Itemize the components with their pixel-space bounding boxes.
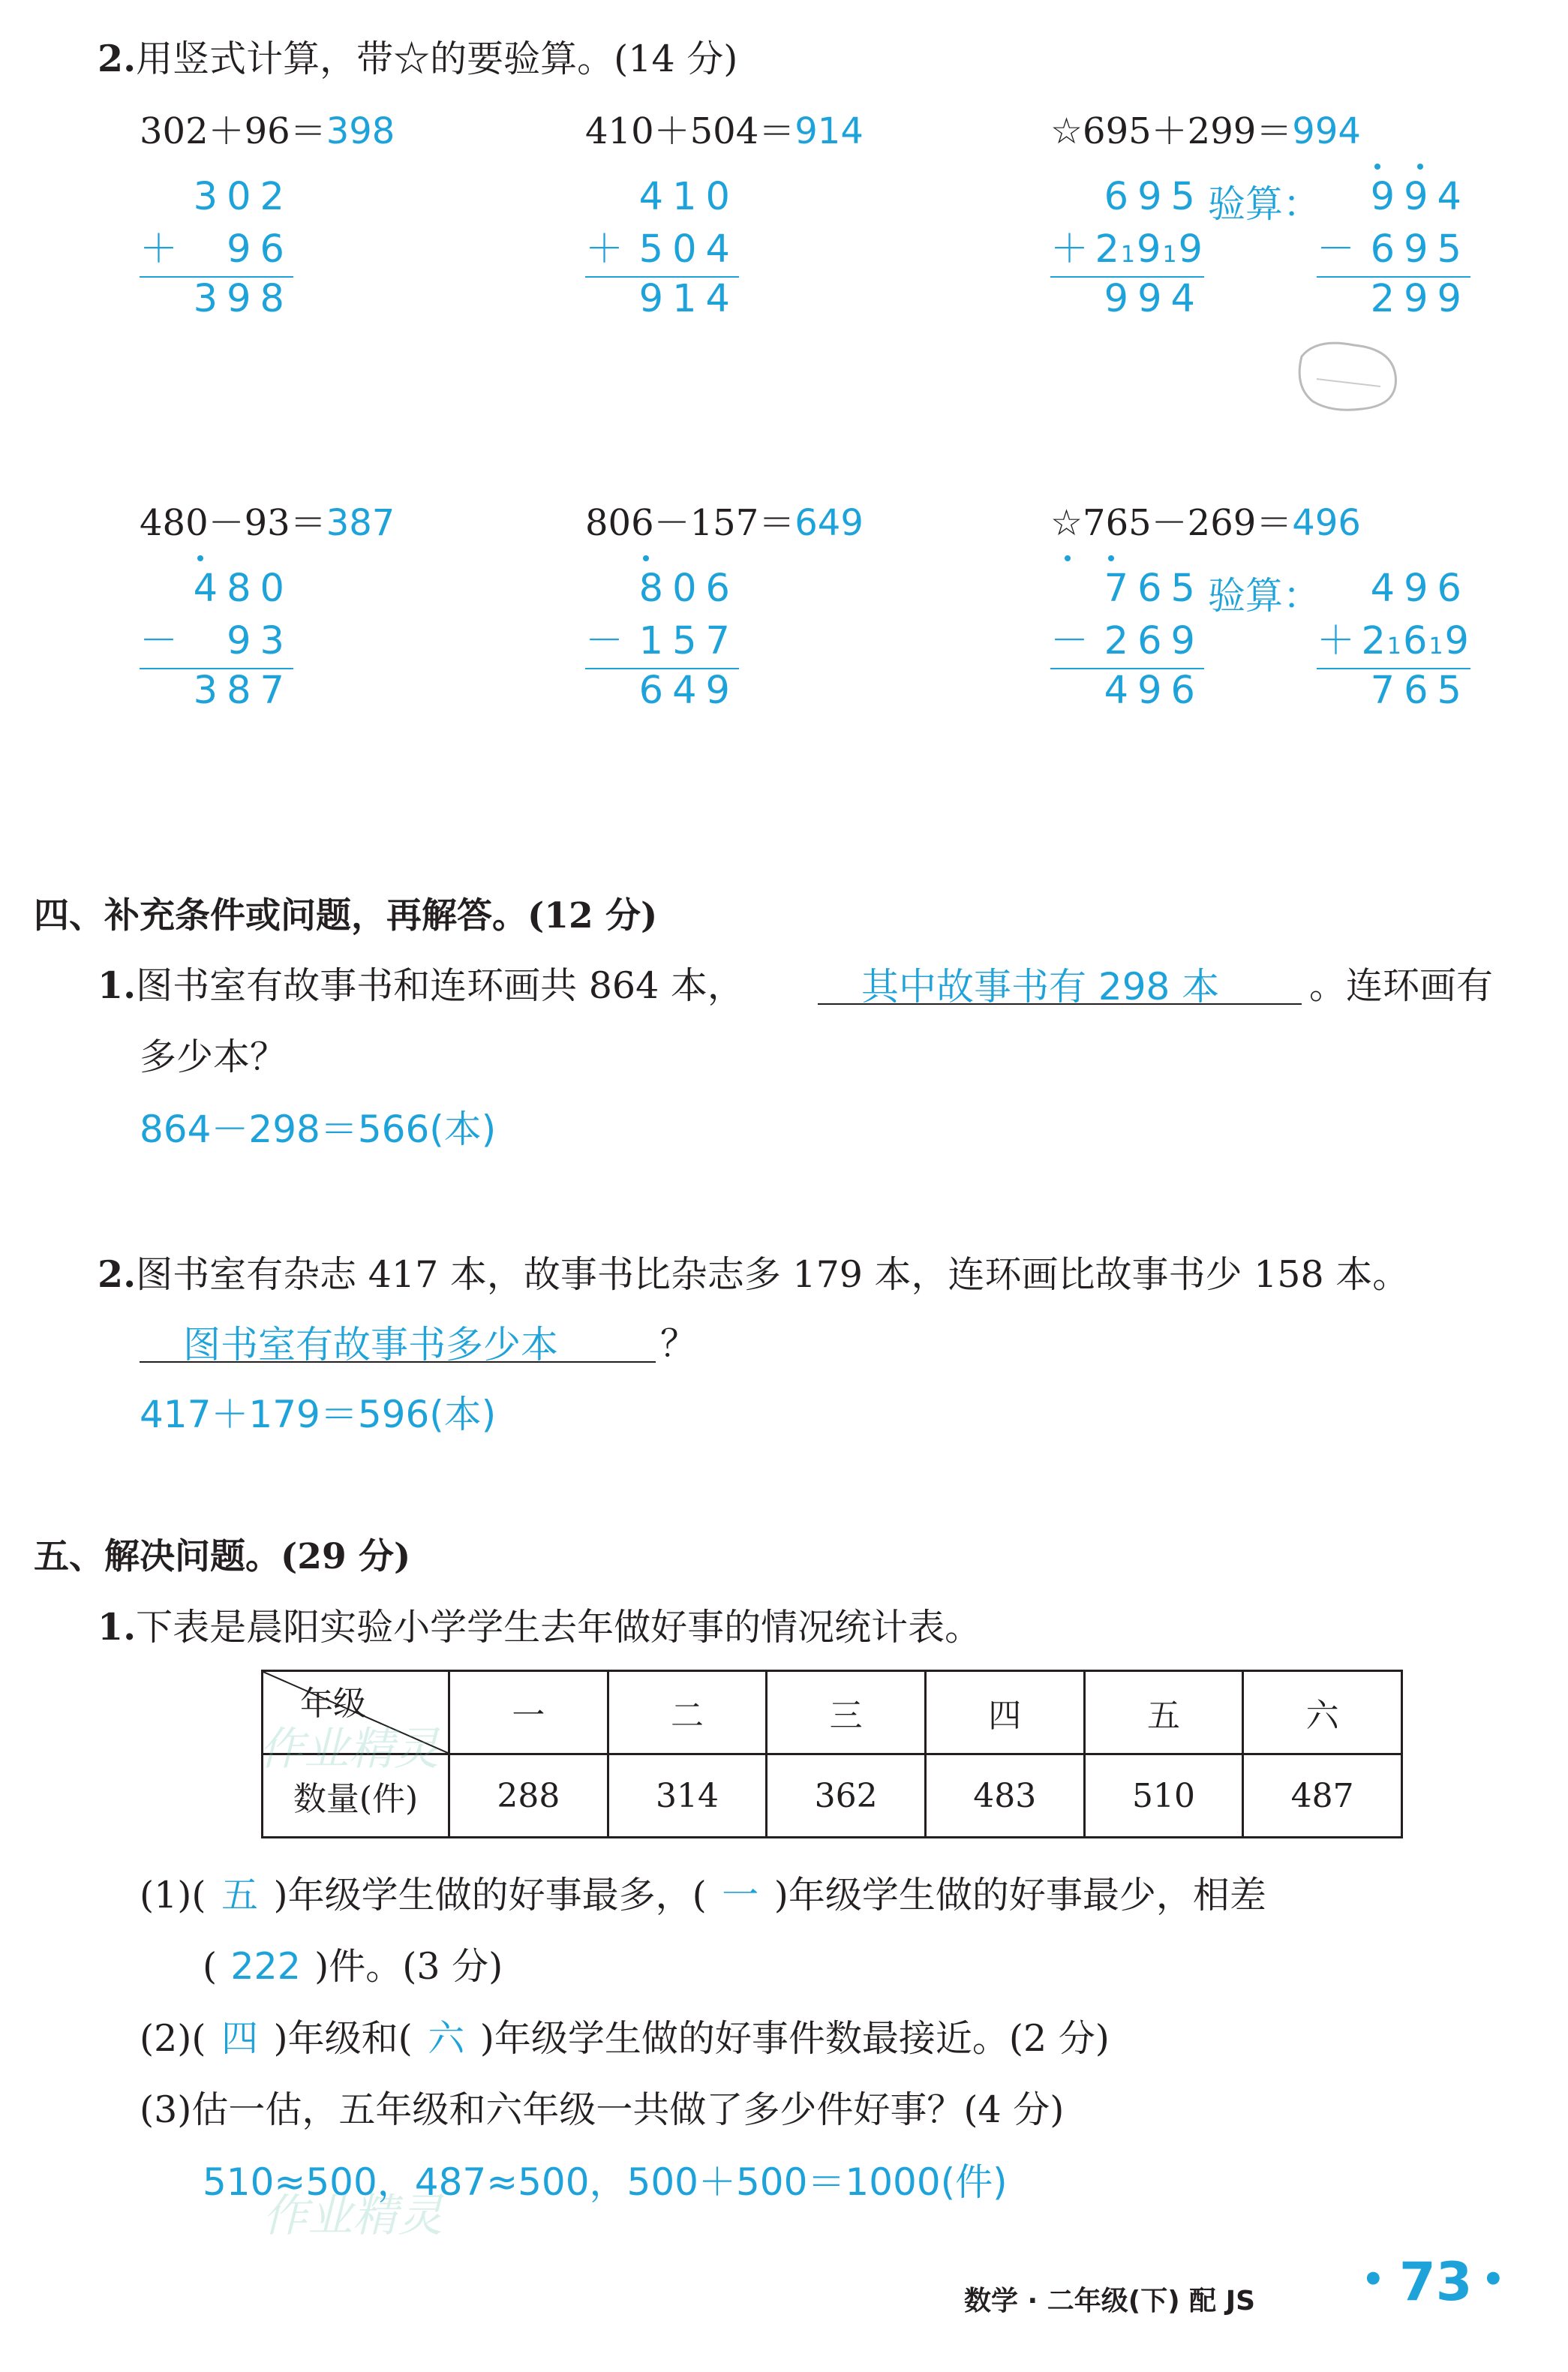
s4-p1-tail: 。连环画有 xyxy=(1309,964,1494,1007)
q2-title xyxy=(98,30,737,83)
vertical-calc-1: 302 ＋ 96 398 xyxy=(140,175,293,321)
problem-1-expr: 302＋96＝398 xyxy=(140,110,395,152)
problem-3-expr: ☆695＋299＝994 xyxy=(1050,110,1361,152)
s4-p1-solution: 864－298＝566(本) xyxy=(140,1108,497,1151)
count-cell: 483 xyxy=(925,1754,1084,1838)
problem-4-answer: 387 xyxy=(326,502,395,544)
grade-cell: 一 xyxy=(449,1671,608,1754)
s4-p2-fill-answer: 图书室有故事书多少本 xyxy=(183,1323,558,1366)
vertical-calc-6: 765 － 269 496 xyxy=(1050,564,1204,714)
grade-label: 年级 xyxy=(300,1685,366,1723)
s4-p1-fill-answer: 其中故事书有 298 本 xyxy=(861,965,1220,1009)
s5-q1-line2: ( 222 )件。(3 分) xyxy=(203,1945,503,1988)
problem-2-expr: 410＋504＝914 xyxy=(585,110,864,152)
grade-cell: 三 xyxy=(767,1671,926,1754)
check-label-1: 验算： xyxy=(1208,182,1320,226)
stamp-watermark-icon xyxy=(1287,334,1407,416)
section4-heading: 四、补充条件或问题，再解答。(12 分) xyxy=(34,895,658,936)
page-bullet-right: • xyxy=(1482,2259,1505,2301)
problem-5-answer: 649 xyxy=(795,502,864,544)
vertical-calc-5: 806 － 157 649 xyxy=(585,564,739,714)
watermark-text-2: 作业精灵 xyxy=(263,2190,443,2242)
s5-p1-intro: 1.下表是晨阳实验小学学生去年做好事的情况统计表。 xyxy=(98,1605,982,1649)
s4-p2-fill-blank[interactable] xyxy=(140,1315,656,1366)
footer-subject: 数学 · 二年级(下) 配 JS xyxy=(964,2286,1256,2316)
page-number: 73 xyxy=(1399,2251,1473,2313)
section5-heading: 五、解决问题。(29 分) xyxy=(34,1536,411,1577)
s4-p1-fill-blank[interactable] xyxy=(818,957,1302,1009)
s5-q2-line: (2)( 四 )年级和( 六 )年级学生做的好事件数最接近。(2 分) xyxy=(140,2010,1110,2062)
check-label-2: 验算： xyxy=(1208,574,1320,618)
problem-5-expr: 806－157＝649 xyxy=(585,502,864,544)
count-label: 数量(件) xyxy=(263,1754,449,1838)
s4-p1-line2: 多少本？ xyxy=(140,1036,287,1078)
vertical-calc-2: 410 ＋ 504 914 xyxy=(585,175,739,321)
problem-6-expr: ☆765－269＝496 xyxy=(1050,502,1361,544)
s5-q1-answer-diff: 222 xyxy=(230,1945,301,1988)
count-cell: 510 xyxy=(1084,1754,1243,1838)
problem-3-answer: 994 xyxy=(1292,110,1361,152)
problem-4-expr: 480－93＝387 xyxy=(140,502,395,544)
s5-q2-answer-2: 六 xyxy=(428,2017,465,2060)
grade-cell: 二 xyxy=(608,1671,767,1754)
grade-cell: 六 xyxy=(1243,1671,1402,1754)
grade-cell: 四 xyxy=(925,1671,1084,1754)
count-cell: 288 xyxy=(449,1754,608,1838)
s5-q1-line1: (1)( 五 )年级学生做的好事最多，( 一 )年级学生做的好事最少，相差 xyxy=(140,1866,1266,1919)
grade-cell: 五 xyxy=(1084,1671,1243,1754)
problem-6-answer: 496 xyxy=(1292,502,1361,544)
s5-q3-solution: 510≈500，487≈500，500＋500＝1000(件) xyxy=(203,2160,1008,2204)
watermark-text: 作业精灵 xyxy=(259,1723,439,1775)
q2-prompt: 用竖式计算，带☆的要验算。(14 分) xyxy=(136,38,738,80)
problem-1-answer: 398 xyxy=(326,110,395,152)
count-cell: 314 xyxy=(608,1754,767,1838)
check-calc-2: 496 ＋ 21619 765 xyxy=(1317,567,1470,713)
count-cell: 362 xyxy=(767,1754,926,1838)
s4-p2-solution: 417＋179＝596(本) xyxy=(140,1393,497,1436)
s5-q2-answer-1: 四 xyxy=(221,2017,259,2060)
s4-p2-line1: 2.图书室有杂志 417 本，故事书比杂志多 179 本，连环画比故事书少 158 本。 xyxy=(98,1252,1410,1296)
vertical-calc-3: 695 ＋ 21919 994 xyxy=(1050,175,1204,321)
q2-number: 2. xyxy=(98,37,137,80)
count-cell: 487 xyxy=(1243,1754,1402,1838)
s4-p2-tail: ？ xyxy=(660,1322,698,1365)
s4-p1-line1: 1.图书室有故事书和连环画共 864 本， xyxy=(98,964,744,1007)
page-bullet-left: • xyxy=(1362,2259,1385,2301)
vertical-calc-4: 480 － 93 387 xyxy=(140,564,293,714)
check-calc-1: 994 － 695 299 xyxy=(1317,173,1470,323)
problem-2-answer: 914 xyxy=(795,110,864,152)
s5-q3-line: (3)估一估，五年级和六年级一共做了多少件好事？(4 分) xyxy=(140,2088,1065,2131)
s5-q1-answer-least: 一 xyxy=(722,1874,759,1917)
s5-q1-answer-most: 五 xyxy=(221,1874,259,1917)
